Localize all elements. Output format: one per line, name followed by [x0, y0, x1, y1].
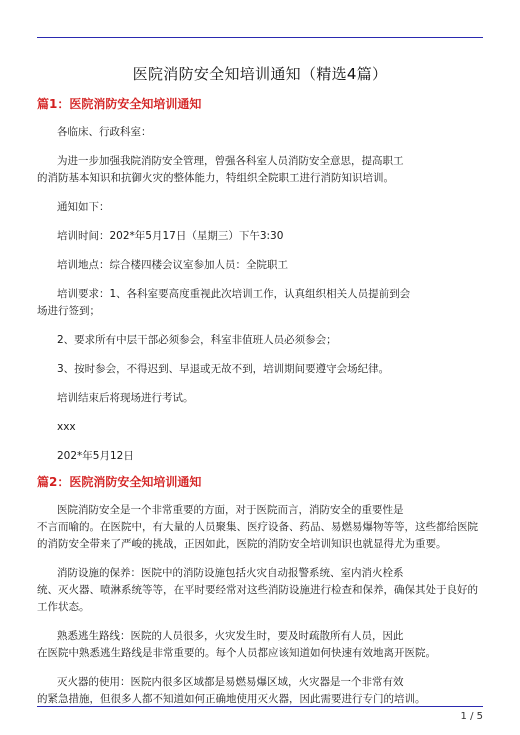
paragraph-continuation: 的消防安全带来了严峻的挑战，正因如此，医院的消防安全培训知识也就显得尤为重要。	[37, 538, 447, 550]
header-rule	[37, 37, 483, 38]
training-requirements: 培训要求：1、各科室要高度重视此次培训工作，认真组织相关人员提前到会	[57, 288, 411, 300]
paragraph-continuation: 统、灭火器、喷淋系统等等，在平时要经常对这些消防设施进行检查和保养，确保其处于良好的	[37, 584, 478, 596]
section-1-heading: 篇1：医院消防安全知培训通知	[37, 97, 202, 111]
salutation: 各临床、行政科室：	[57, 126, 152, 138]
paragraph: 为进一步加强我院消防安全管理，曾强各科室人员消防安全意思，提高职工	[57, 155, 404, 167]
footer-rule	[37, 706, 483, 707]
paragraph-continuation: 不言而喻的。在医院中，有大量的人员聚集、医疗设备、药品、易燃易爆物等等，这些都给医院	[37, 521, 478, 533]
training-time: 培训时间：202*年5月17日（星期三）下午3:30	[57, 230, 284, 242]
paragraph: 培训结束后将现场进行考试。	[57, 392, 194, 404]
training-location: 培训地点：综合楼四楼会议室参加人员：全院职工	[57, 259, 288, 271]
requirement-item: 3、按时参会，不得迟到、早退或无故不到，培训期间要遵守会场纪律。	[57, 363, 390, 375]
paragraph-continuation: 在医院中熟悉逃生路线是非常重要的。每个人员都应该知道如何快速有效地离开医院。	[37, 647, 436, 659]
section-2-heading: 篇2：医院消防安全知培训通知	[37, 475, 202, 489]
requirement-item: 2、要求所有中层干部必须参会，科室非值班人员必须参会；	[57, 334, 337, 346]
paragraph: 医院消防安全是一个非常重要的方面，对于医院而言，消防安全的重要性是	[57, 504, 404, 516]
paragraph-continuation: 场进行签到；	[37, 305, 100, 317]
date: 202*年5月12日	[57, 450, 134, 462]
document-body	[37, 96, 483, 708]
paragraph: 熟悉逃生路线：医院的人员很多，火灾发生时，要及时疏散所有人员，因此	[57, 630, 404, 642]
page-number: 1 / 5	[460, 711, 483, 722]
paragraph-continuation: 的紧急措施，但很多人都不知道如何正确地使用灭火器，因此需要进行专门的培训。	[37, 693, 426, 705]
paragraph: 消防设施的保养：医院中的消防设施包括火灾自动报警系统、室内消火栓系	[57, 567, 404, 579]
paragraph-continuation: 的消防基本知识和抗御火灾的整体能力，特组织全院职工进行消防知识培训。	[37, 172, 394, 184]
paragraph-continuation: 工作状态。	[37, 601, 90, 613]
document-title: 医院消防安全知培训通知（精选4篇）	[132, 65, 388, 83]
paragraph: 灭火器的使用：医院内很多区域都是易燃易爆区域，火灾器是一个非常有效	[57, 676, 404, 688]
paragraph: 通知如下：	[57, 201, 110, 213]
signature: xxx	[57, 421, 76, 433]
